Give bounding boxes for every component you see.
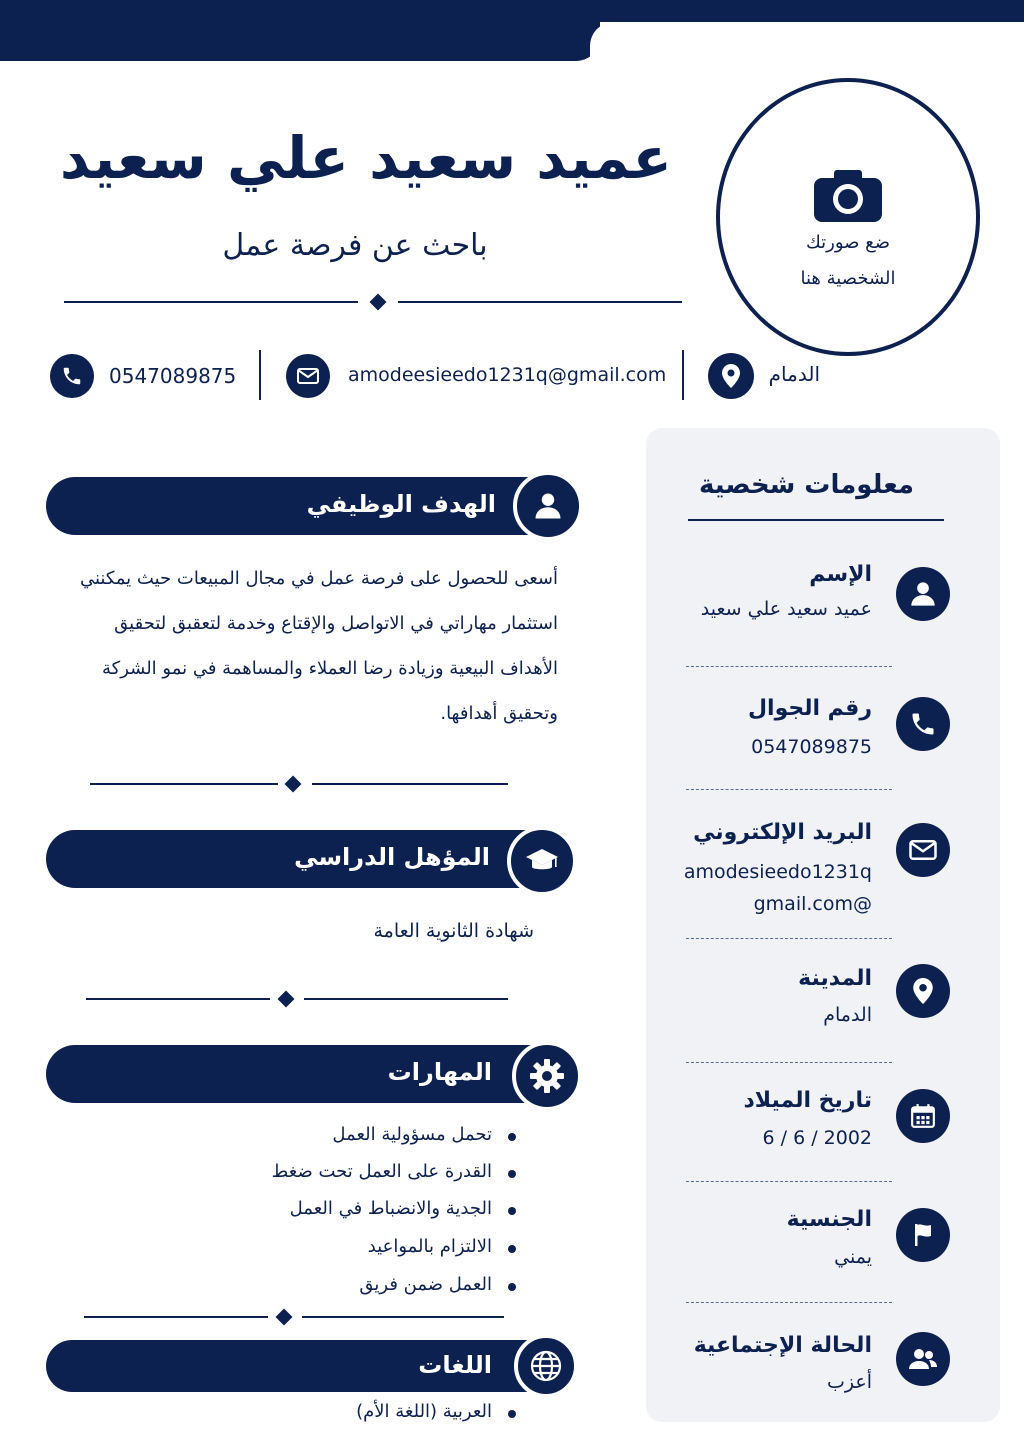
contact-separator [259, 350, 261, 400]
divider-diamond [370, 294, 387, 311]
info-divider [686, 666, 892, 667]
contact-city: الدمام [768, 362, 820, 386]
language-item: العربية (اللغة الأم) [356, 1401, 492, 1422]
divider-diamond [276, 1309, 293, 1326]
user-icon [896, 567, 950, 621]
skill-item: الالتزام بالمواعيد [367, 1236, 492, 1257]
info-label-name: الإسم [809, 562, 872, 587]
divider-line [90, 783, 278, 785]
info-divider [686, 1181, 892, 1182]
divider-line [312, 783, 508, 785]
info-label-phone: رقم الجوال [747, 696, 872, 721]
gear-icon [512, 1041, 582, 1111]
objective-line: استثمار مهاراتي في الاتواصل والإقتاع وخدمة لتعقبق لتحقيق [114, 613, 558, 634]
bullet-icon [508, 1410, 516, 1418]
divider-diamond [278, 991, 295, 1008]
objective-line: أسعى للحصول على فرصة عمل في مجال المبيعات حيث يمكنني [79, 568, 558, 589]
info-label-marital: الحالة الإجتماعية [693, 1333, 872, 1358]
people-icon [896, 1332, 950, 1386]
info-divider [686, 1302, 892, 1303]
bullet-icon [508, 1207, 516, 1215]
skill-item: القدرة على العمل تحت ضغط [271, 1161, 492, 1182]
skill-item: العمل ضمن فريق [359, 1274, 492, 1295]
top-bar-left [0, 0, 600, 61]
divider-line [302, 1316, 504, 1318]
info-value-city: الدمام [823, 1004, 872, 1026]
divider-line [304, 998, 508, 1000]
divider-line [86, 998, 270, 1000]
flag-icon [896, 1208, 950, 1262]
photo-placeholder-text-2: الشخصية هنا [800, 268, 896, 289]
info-value-name: عميد سعيد علي سعيد [700, 598, 872, 620]
phone-icon [50, 354, 94, 398]
divider-line [84, 1316, 268, 1318]
mail-icon [896, 823, 950, 877]
info-value-marital: أعزب [827, 1371, 872, 1393]
divider-line [64, 301, 358, 303]
photo-placeholder[interactable] [716, 78, 980, 356]
camera-icon [814, 168, 882, 226]
location-icon [896, 964, 950, 1018]
info-label-city: المدينة [798, 966, 872, 991]
info-divider [686, 789, 892, 790]
mail-icon [286, 354, 330, 398]
photo-placeholder-text-1: ضع صورتك [805, 232, 891, 253]
calendar-icon [896, 1089, 950, 1143]
info-value-email[interactable]: amodesieedo1231q [683, 861, 872, 883]
skill-item: الجدية والانضباط في العمل [289, 1198, 492, 1219]
info-label-email: البريد الإلكتروني [693, 820, 872, 845]
bullet-icon [508, 1133, 516, 1141]
info-value-birthdate: 6 / 6 / 2002 [762, 1127, 872, 1149]
divider-diamond [285, 776, 302, 793]
user-icon [513, 471, 583, 541]
education-value: شهادة الثانوية العامة [373, 920, 534, 942]
info-divider [686, 1062, 892, 1063]
personal-info-title: معلومات شخصية [698, 470, 914, 500]
person-subtitle: باحث عن فرصة عمل [222, 228, 488, 263]
personal-info-title-underline [688, 519, 944, 521]
info-label-birthdate: تاريخ الميلاد [743, 1088, 872, 1113]
graduation-cap-icon [507, 826, 577, 896]
bullet-icon [508, 1245, 516, 1253]
globe-icon [514, 1334, 578, 1398]
bullet-icon [508, 1170, 516, 1178]
languages-section-title: اللغات [418, 1351, 492, 1379]
skill-item: تحمل مسؤولية العمل [332, 1124, 492, 1145]
objective-line: وتحقيق أهدافها. [440, 703, 558, 724]
contact-email[interactable]: amodeesieedo1231q@gmail.com [348, 364, 667, 386]
info-value-nationality: يمني [834, 1246, 872, 1268]
person-name: عميد سعيد علي سعيد [59, 124, 672, 192]
info-label-nationality: الجنسية [786, 1207, 872, 1232]
skills-section-title: المهارات [387, 1058, 492, 1086]
info-divider [686, 938, 892, 939]
contact-separator [682, 350, 684, 400]
education-section-title: المؤهل الدراسي [294, 843, 490, 871]
info-value-email-domain[interactable]: @gmail.com [753, 893, 872, 915]
contact-phone[interactable]: 0547089875 [109, 364, 237, 388]
objective-line: الأهداف البيعية وزيادة رضا العملاء والمساهمة في نمو الشركة [101, 658, 558, 679]
divider-line [398, 301, 682, 303]
bullet-icon [508, 1283, 516, 1291]
phone-icon [896, 697, 950, 751]
objective-section-title: الهدف الوظيفي [306, 490, 496, 518]
info-value-phone[interactable]: 0547089875 [751, 736, 872, 758]
